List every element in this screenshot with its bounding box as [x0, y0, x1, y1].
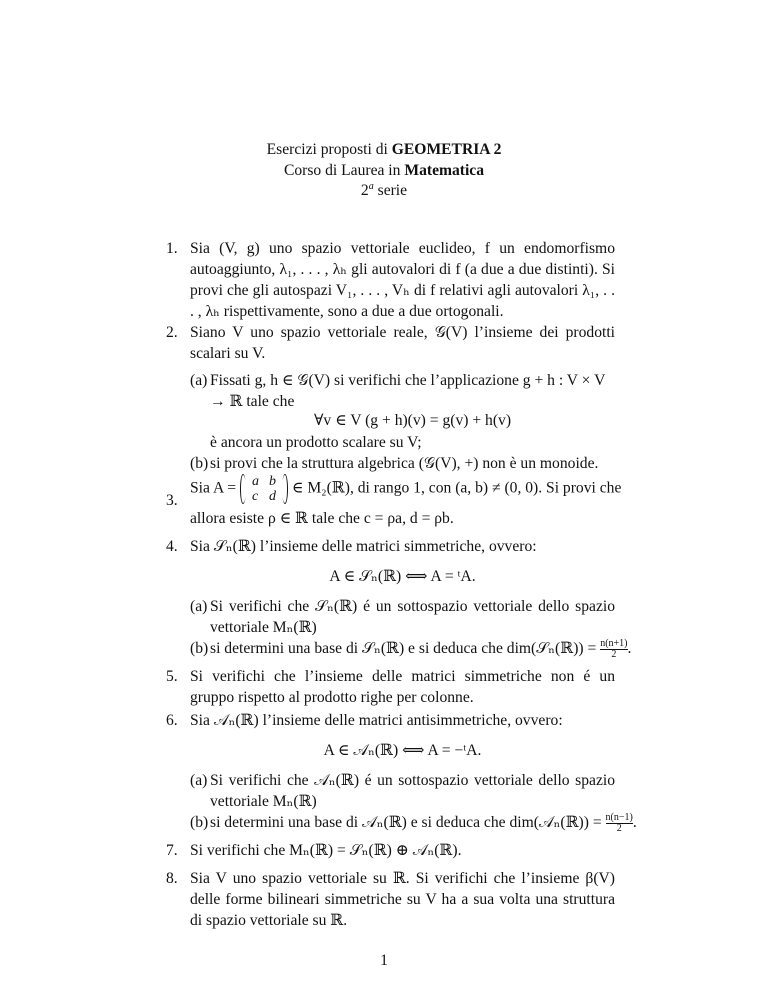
- course-name: GEOMETRIA 2: [391, 141, 502, 158]
- matrix-a: [240, 474, 288, 504]
- exercise-number: 8.: [166, 870, 178, 887]
- subitem-text: Si verifichi che 𝒜ₙ(ℝ) é un sottospazio vettoriale dello spazio vettoriale Mₙ(ℝ): [210, 772, 615, 810]
- exercise-2: [166, 322, 615, 364]
- subitem-text: Si verifichi che 𝒮ₙ(ℝ) é un sottospazio vettoriale dello spazio vettoriale Mₙ(ℝ): [210, 598, 615, 636]
- exercise-2b: [190, 453, 615, 474]
- series-number: 2: [360, 182, 369, 199]
- exercise-2a-formula: ∀v ∈ V (g + h)(v) = g(v) + h(v): [313, 412, 512, 429]
- exercise-text: Si verifichi che l’insieme delle matrici simmetriche non é un gruppo rispetto al prodotto righe per colonne.: [190, 668, 615, 706]
- header-line-3: [0, 181, 768, 202]
- series-superscript: a: [368, 180, 374, 192]
- subitem-label: (b): [190, 640, 209, 657]
- exercise-4a: [190, 596, 615, 638]
- exercise-number: 2.: [166, 324, 178, 341]
- subitem-end: .: [632, 814, 637, 831]
- exercise-6-formula: A ∈ 𝒜ₙ(ℝ) ⟺ A = −ᵗA.: [323, 742, 482, 759]
- exercise-6a: [190, 770, 615, 812]
- exercise-6: [166, 710, 615, 731]
- subitem-text: si determini una base di 𝒜ₙ(ℝ) e si deduca che dim(𝒜ₙ(ℝ)) =: [210, 814, 602, 831]
- subitem-text: Fissati g, h ∈ 𝒢(V) si verifichi che l’applicazione g + h : V × V → ℝ tale che: [210, 372, 606, 410]
- exercise-text: Siano V uno spazio vettoriale reale, 𝒢(V) l’insieme dei prodotti scalari su V.: [190, 324, 615, 362]
- exercise-number: 4.: [166, 538, 178, 555]
- fraction-denominator: 2: [600, 649, 627, 660]
- subitem-label: (b): [190, 814, 209, 831]
- exercise-3-pre: Sia A =: [190, 479, 237, 497]
- exercise-number: 3.: [166, 492, 178, 509]
- exercise-3: [166, 474, 622, 509]
- exercise-number: 6.: [166, 712, 178, 729]
- exercise-text: Sia 𝒜ₙ(ℝ) l’insieme delle matrici antisimmetriche, ovvero:: [190, 712, 563, 729]
- header-line-2-prefix: Corso di Laurea in: [283, 161, 401, 179]
- exercise-4: [166, 536, 615, 557]
- subitem-text: si provi che la struttura algebrica (𝒢(V), +) non è un monoide.: [210, 455, 599, 472]
- exercise-8: [166, 868, 615, 931]
- exercise-number: 7.: [166, 842, 178, 859]
- fraction-denominator: 2: [606, 823, 633, 834]
- exercise-text: Sia 𝒮ₙ(ℝ) l’insieme delle matrici simmetriche, ovvero:: [190, 538, 537, 555]
- header-line-1: [0, 140, 768, 161]
- exercise-4-formula: A ∈ 𝒮ₙ(ℝ) ⟺ A = ᵗA.: [329, 568, 476, 585]
- degree-name: Matematica: [404, 161, 485, 179]
- exercise-text: Sia (V, g) uno spazio vettoriale euclideo, f un endomorfismo autoaggiunto, λ₁, . . . , λₕ gli autovalori di f (a due a due distinti). Si provi che gli autospazi V₁, . . . , Vₕ di f relativi agli autovalori λ₁, . . . , λₕ rispettivamente, sono a due a due ortogonali.: [190, 240, 615, 320]
- exercise-3-post: ∈ M₂(ℝ), di rango 1, con (a, b) ≠ (0, 0). Si provi che: [291, 479, 622, 497]
- exercise-7: [166, 840, 615, 861]
- subitem-label: (a): [190, 598, 208, 615]
- fraction-numerator: n(n+1): [600, 637, 628, 649]
- header-line-1-prefix: Esercizi proposti di: [266, 141, 388, 158]
- exercise-number: 1.: [166, 240, 178, 257]
- exercise-text: Si verifichi che Mₙ(ℝ) = 𝒮ₙ(ℝ) ⊕ 𝒜ₙ(ℝ).: [190, 842, 462, 859]
- exercise-6b: [190, 811, 637, 834]
- matrix-entry-b: b: [268, 474, 276, 489]
- series-label: serie: [377, 182, 408, 199]
- exercise-3-first-line: [190, 474, 622, 504]
- matrix-entry-d: d: [268, 489, 276, 504]
- subitem-text: si determini una base di 𝒮ₙ(ℝ) e si deduca che dim(𝒮ₙ(ℝ)) =: [210, 640, 597, 657]
- matrix-entry-a: a: [251, 474, 259, 489]
- header-line-2: [0, 161, 768, 182]
- dimension-fraction: [606, 813, 633, 834]
- exercise-1: [166, 238, 615, 322]
- fraction-numerator: n(n−1): [605, 811, 633, 823]
- exercise-number: 5.: [166, 668, 178, 685]
- subitem-label: (b): [190, 455, 209, 472]
- exercise-2a: [190, 370, 615, 412]
- exercise-3-second-line: allora esiste ρ ∈ ℝ tale che c = ρa, d = ρb.: [190, 510, 454, 527]
- exercise-2a-conclusion: è ancora un prodotto scalare su V;: [210, 434, 422, 451]
- matrix-entry-c: c: [251, 489, 259, 504]
- exercise-4b: [190, 637, 632, 660]
- dimension-fraction: [600, 639, 627, 660]
- exercise-text: Sia V uno spazio vettoriale su ℝ. Si verifichi che l’insieme β(V) delle forme bilineari simmetriche su V ha a sua volta una struttura di spazio vettoriale su ℝ.: [190, 870, 615, 929]
- page-number: 1: [380, 952, 388, 969]
- document-header: [0, 140, 768, 202]
- subitem-end: .: [627, 640, 632, 657]
- exercise-5: [166, 666, 615, 708]
- subitem-label: (a): [190, 372, 208, 389]
- subitem-label: (a): [190, 772, 208, 789]
